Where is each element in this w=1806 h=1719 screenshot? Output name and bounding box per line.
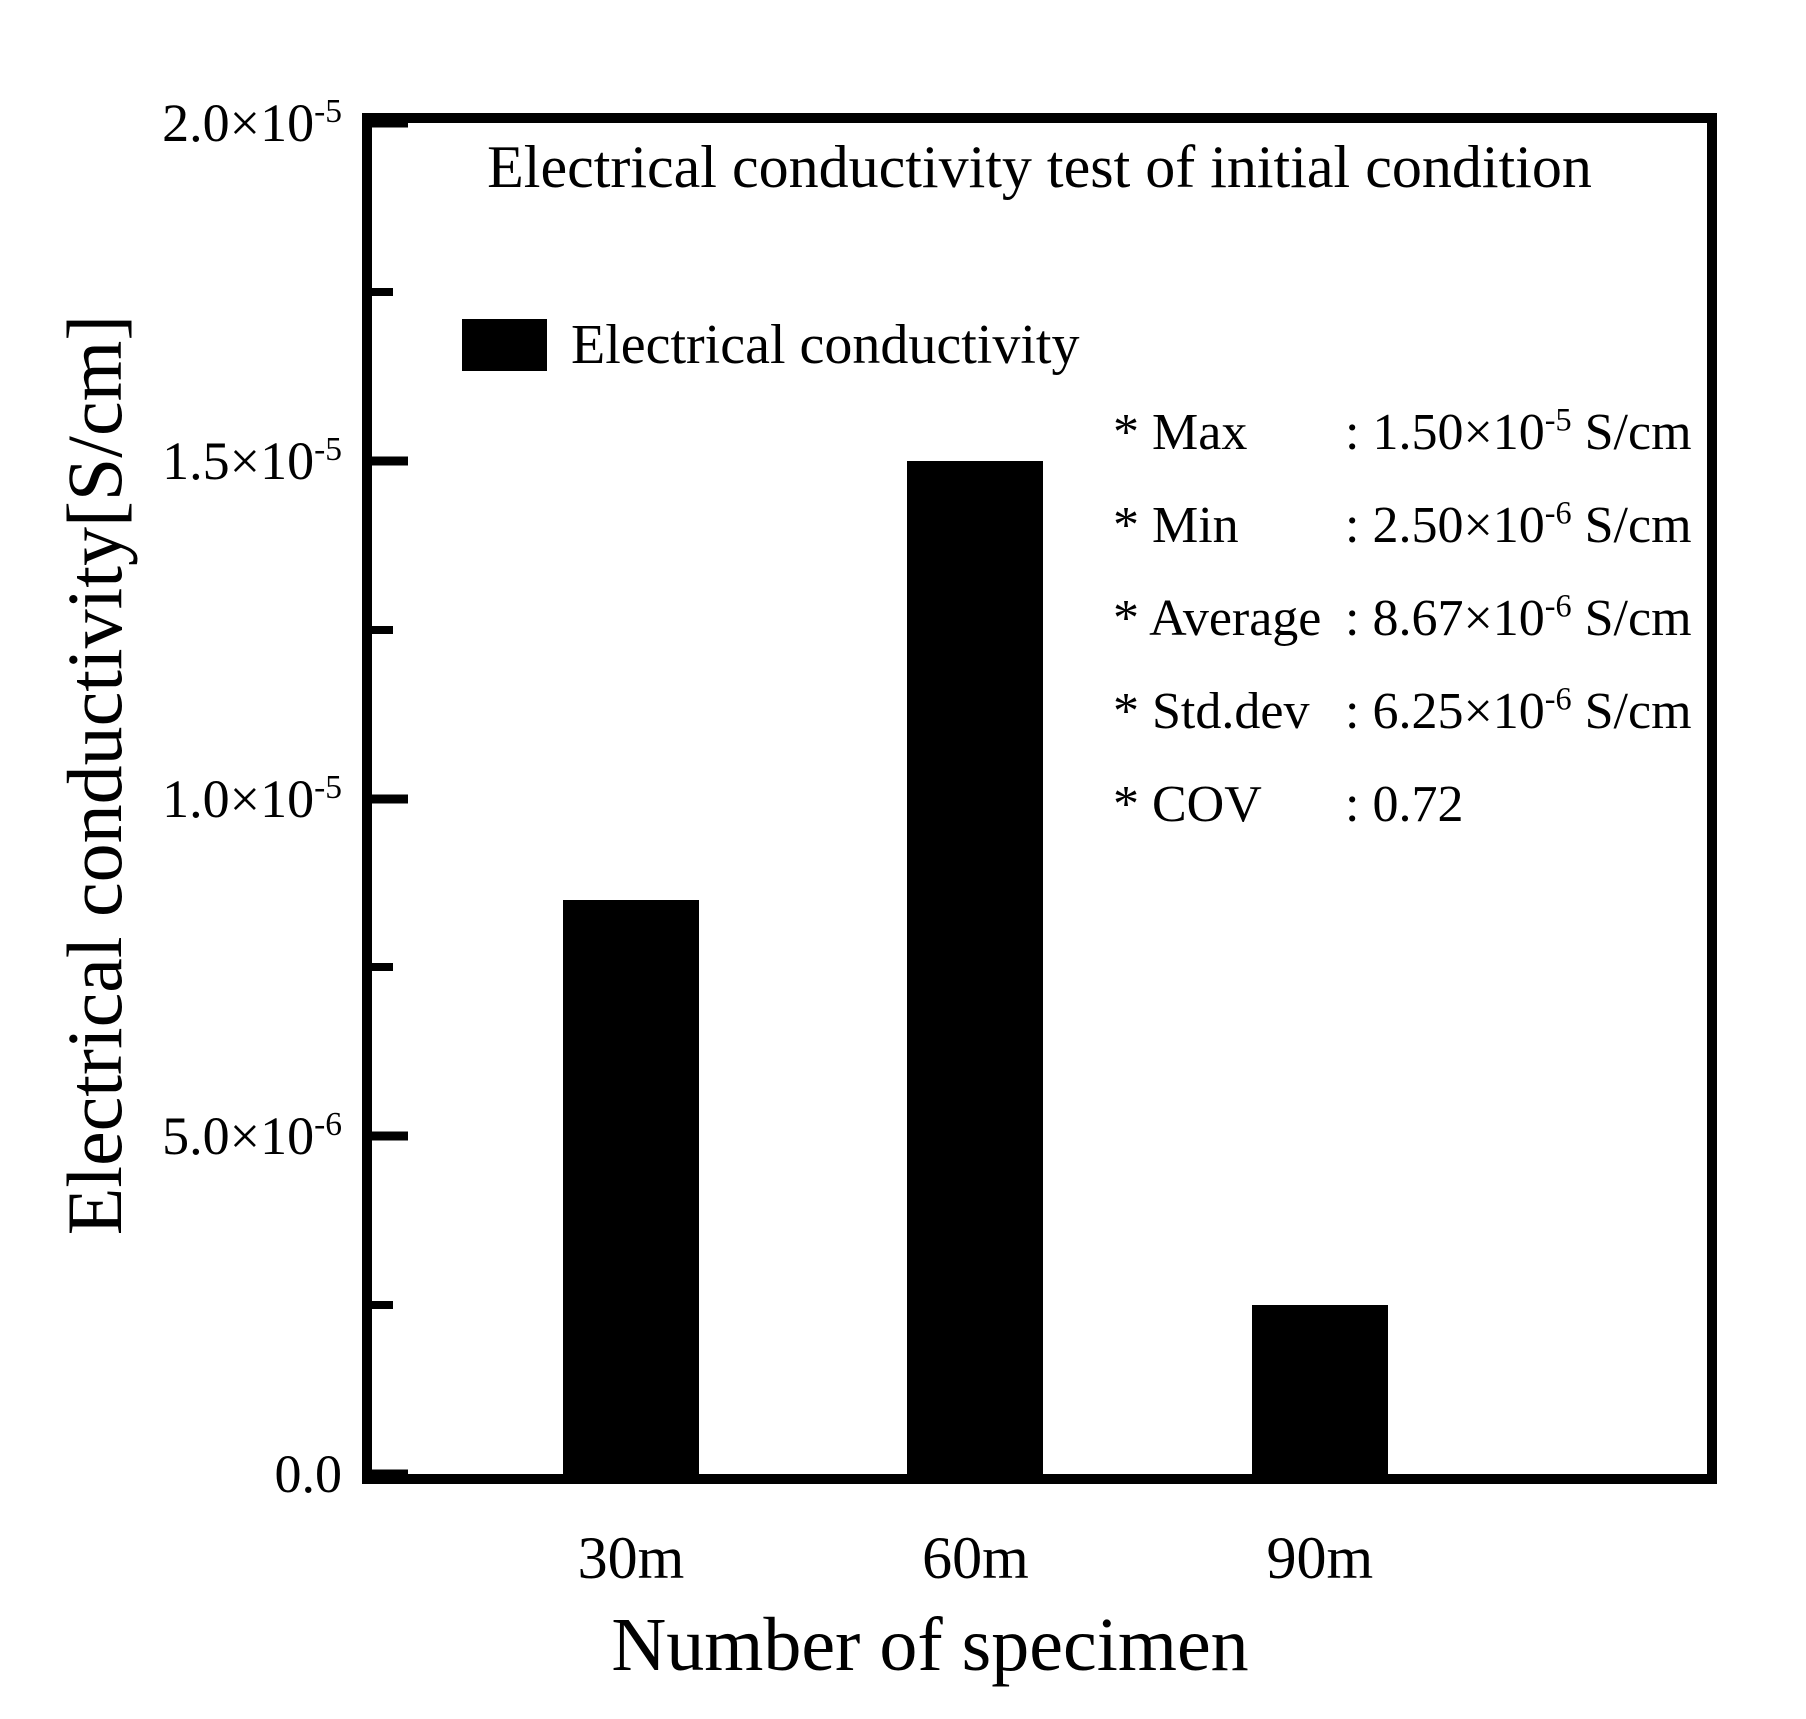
y-major-tick <box>372 1132 408 1141</box>
y-minor-tick <box>372 1301 393 1309</box>
stat-row-cov <box>1113 758 1692 851</box>
stat-label: * Std.dev <box>1113 683 1310 740</box>
legend-swatch <box>462 319 547 371</box>
bar-30m <box>563 900 699 1474</box>
stat-row-max <box>1113 386 1692 479</box>
legend-label: Electrical conductivity <box>571 314 1080 376</box>
stat-value: : 0.72 <box>1345 776 1464 833</box>
y-major-tick <box>372 1470 408 1479</box>
y-major-tick <box>372 794 408 803</box>
stat-label: * COV <box>1113 776 1262 833</box>
stat-label: * Min <box>1113 497 1239 554</box>
y-minor-tick <box>372 288 393 296</box>
stat-row-average <box>1113 572 1692 665</box>
x-tick-label-60m: 60m <box>922 1525 1029 1591</box>
y-minor-tick <box>372 963 393 971</box>
plot-area <box>362 113 1717 1484</box>
stat-label: * Average <box>1113 590 1322 647</box>
y-tick-label: $1.5\times 10^{-5}$ <box>162 430 342 491</box>
stat-label: * Max <box>1113 404 1248 461</box>
bar-60m <box>907 461 1043 1474</box>
stat-value: : $6.25\times 10^{-6}$ S/cm <box>1345 680 1692 740</box>
stat-value: : $1.50\times 10^{-5}$ S/cm <box>1345 401 1692 461</box>
y-tick-label: $2.0\times 10^{-5}$ <box>162 93 342 153</box>
legend <box>462 316 1079 374</box>
chart-title: Electrical conductivity test of initial condition <box>487 134 1592 200</box>
y-tick-labels <box>0 93 352 1504</box>
y-minor-tick <box>372 626 393 634</box>
x-tick-label-90m: 90m <box>1266 1525 1374 1591</box>
x-axis-title: Number of specimen <box>611 1603 1249 1687</box>
y-major-tick <box>372 119 408 128</box>
stat-row-stddev <box>1113 665 1692 758</box>
x-tick-labels <box>372 1522 1707 1602</box>
stat-value: : $8.67\times 10^{-6}$ S/cm <box>1345 587 1692 647</box>
stat-row-min <box>1113 479 1692 572</box>
stats-annotation <box>1113 386 1692 851</box>
y-major-tick <box>372 456 408 465</box>
x-tick-label-30m: 30m <box>577 1525 685 1591</box>
y-tick-label: 0.0 <box>274 1444 342 1504</box>
y-axis-title: Electrical conductivity[S/cm] <box>51 314 138 1236</box>
stat-value: : $2.50\times 10^{-6}$ S/cm <box>1345 494 1692 554</box>
bar-90m <box>1252 1305 1388 1474</box>
y-tick-label: $1.0\times 10^{-5}$ <box>162 768 342 829</box>
y-tick-label: $5.0\times 10^{-6}$ <box>162 1106 342 1167</box>
